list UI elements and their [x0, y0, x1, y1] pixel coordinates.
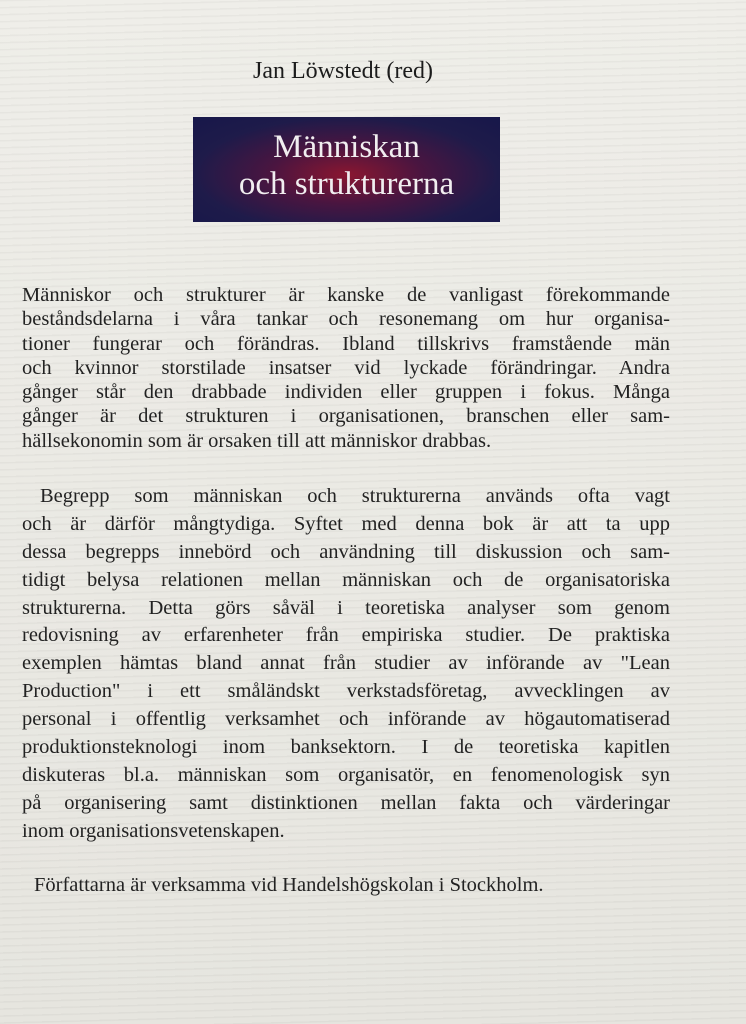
text-line: produktionsteknologi inom banksektorn. I de teoretiska kapitlen [22, 736, 670, 759]
text-line: redovisning av erfarenheter från empiriska studier. De praktiska [22, 624, 670, 647]
author-name: Jan Löwstedt (red) [253, 58, 433, 84]
book-title-box [193, 117, 500, 222]
footer-note: Författarna är verksamma vid Handelshögskolan i Stockholm. [34, 874, 544, 896]
text-line: på organisering samt distinktionen mellan fakta och värderingar [22, 791, 670, 814]
book-title-line: och strukturerna [238, 166, 455, 202]
text-line: strukturerna. Detta görs såväl i teoretiska analyser som genom [22, 596, 670, 619]
text-line: beståndsdelarna i våra tankar och resonemang om hur organisa- [22, 308, 670, 331]
text-line: hällsekonomin som är orsaken till att människor drabbas. [22, 429, 492, 452]
text-line: dessa begrepps innebörd och användning till diskussion och sam- [22, 540, 670, 563]
text-line: Begrepp som människan och strukturerna används ofta vagt [40, 485, 670, 507]
text-line: gånger står den drabbade individen eller gruppen i fokus. Många [22, 381, 670, 404]
paragraph-1 [22, 283, 670, 453]
text-line: inom organisationsvetenskapen. [22, 819, 285, 842]
text-line: Människor och strukturer är kanske de vanligast förekommande [22, 284, 670, 306]
paragraph-2 [22, 483, 670, 846]
text-line: tioner fungerar och förändras. Ibland tillskrivs framstående män [22, 332, 670, 355]
book-title-line: Människan [273, 129, 420, 165]
text-line: exemplen hämtas bland annat från studier av införande av "Lean [22, 652, 670, 675]
text-line: tidigt belysa relationen mellan människan och de organisatoriska [22, 568, 670, 591]
text-line: och är därför mångtydiga. Syftet med denna bok är att ta upp [22, 512, 670, 535]
text-line: gånger är det strukturen i organisationen, branschen eller sam- [22, 405, 670, 428]
text-line: diskuteras bl.a. människan som organisatör, en fenomenologisk syn [22, 763, 670, 786]
text-line: och kvinnor storstilade insatser vid lyckade förändringar. Andra [22, 356, 670, 379]
text-line: Production" i ett småländskt verkstadsföretag, avvecklingen av [22, 680, 670, 703]
text-line: personal i offentlig verksamhet och införande av högautomatiserad [22, 708, 670, 731]
